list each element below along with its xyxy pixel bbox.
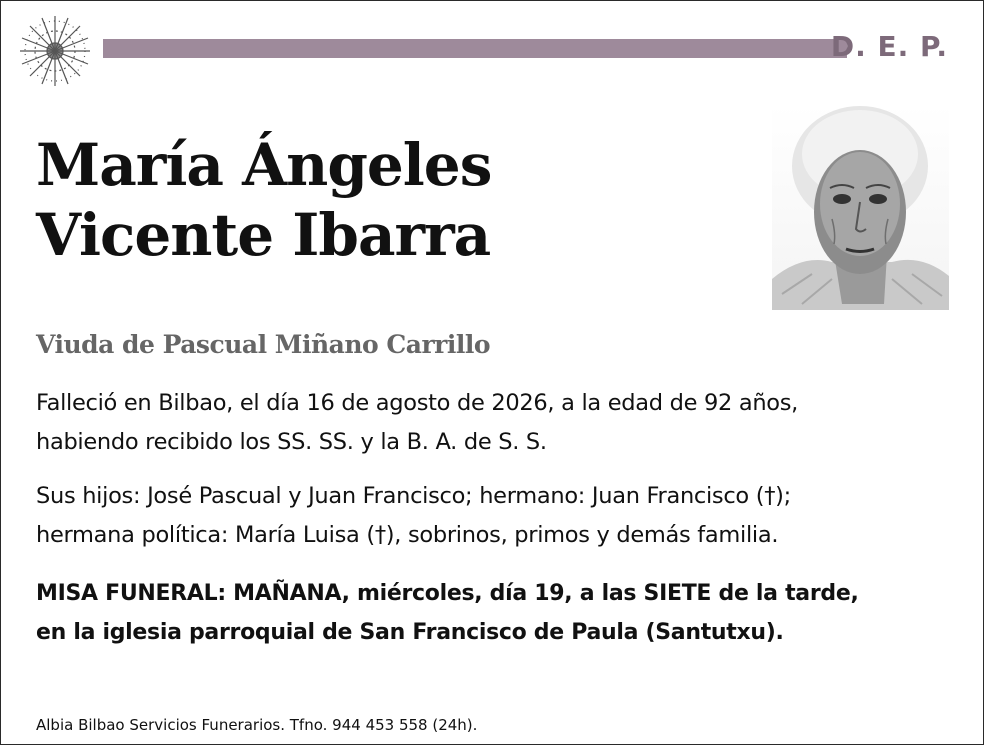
portrait-photo bbox=[772, 104, 949, 310]
name-line-2: Vicente Ibarra bbox=[36, 201, 491, 269]
dep-badge: D. E. P. bbox=[830, 30, 948, 63]
funeral-mass-line-2: en la iglesia parroquial de San Francisco de Paula (Santutxu). bbox=[36, 620, 784, 645]
cross-emblem-icon bbox=[14, 12, 96, 90]
death-notice-line-1: Falleció en Bilbao, el día 16 de agosto de 2026, a la edad de 92 años, bbox=[36, 390, 799, 416]
funeral-mass-paragraph bbox=[36, 574, 956, 652]
family-paragraph bbox=[36, 477, 956, 555]
death-notice-line-2: habiendo recibido los SS. SS. y la B. A. de S. S. bbox=[36, 429, 547, 455]
death-notice-paragraph bbox=[36, 384, 956, 462]
widow-subtitle: Viuda de Pascual Miñano Carrillo bbox=[36, 330, 491, 359]
header-bar bbox=[103, 39, 847, 58]
family-line-1: Sus hijos: José Pascual y Juan Francisco; hermano: Juan Francisco (†); bbox=[36, 483, 791, 509]
funeral-mass-line-1: MISA FUNERAL: MAÑANA, miércoles, día 19, a las SIETE de la tarde, bbox=[36, 581, 859, 606]
name-line-1: María Ángeles bbox=[36, 131, 492, 199]
funeral-home-footer: Albia Bilbao Servicios Funerarios. Tfno. 944 453 558 (24h). bbox=[36, 716, 478, 734]
family-line-2: hermana política: María Luisa (†), sobrinos, primos y demás familia. bbox=[36, 522, 779, 548]
deceased-name bbox=[36, 130, 716, 270]
